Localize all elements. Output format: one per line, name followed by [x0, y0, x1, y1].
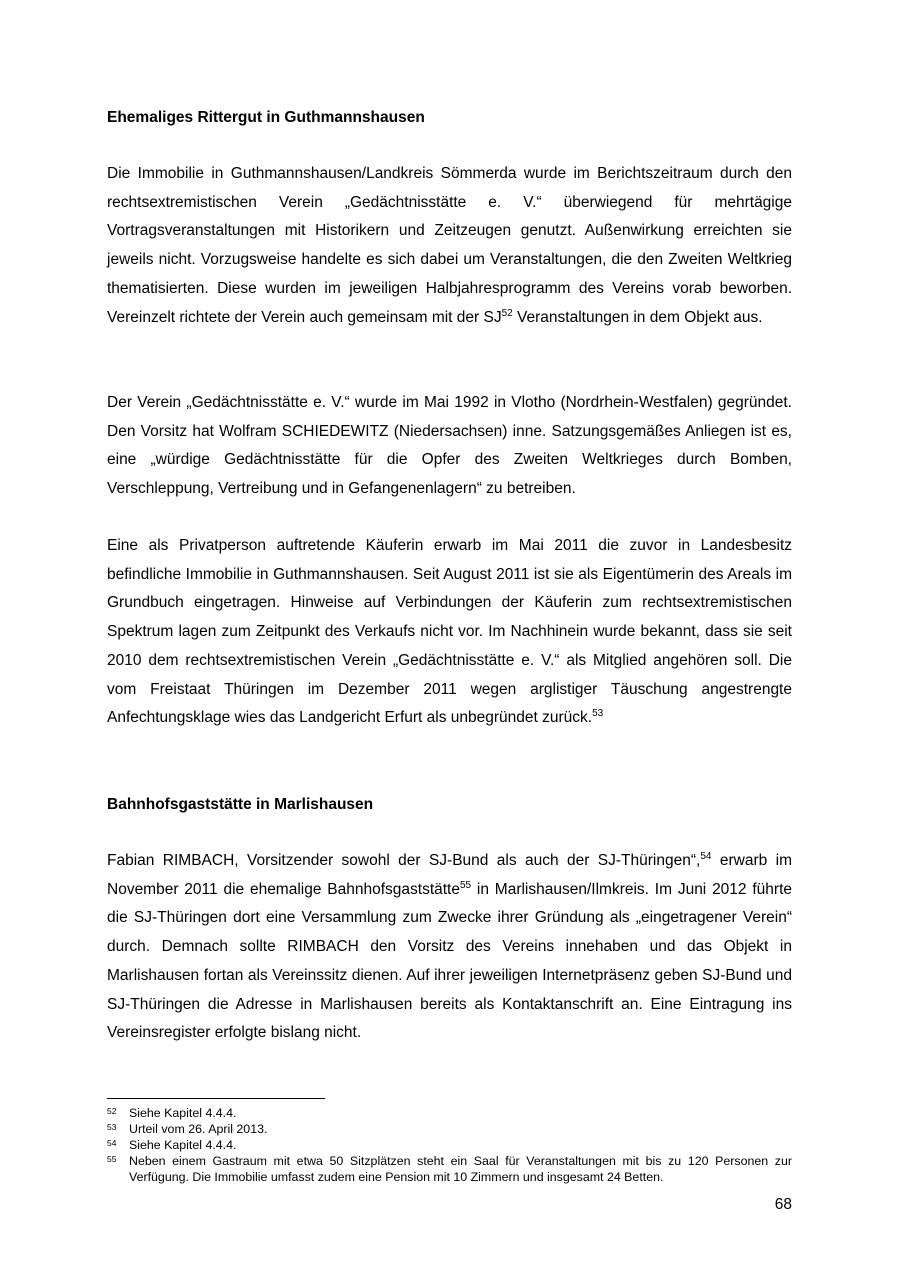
footnote-55 — [107, 1153, 792, 1185]
footnote-divider — [107, 1098, 325, 1099]
footnote-number: 54 — [107, 1138, 117, 1148]
footnote-text: Urteil vom 26. April 2013. — [129, 1122, 268, 1136]
paragraph-text: erwarb im November 2011 die ehemalige Bahnhofsgaststätte — [107, 852, 792, 898]
paragraph-bahnhof-1 — [107, 847, 792, 1048]
section-heading-rittergut: Ehemaliges Rittergut in Guthmannshausen — [107, 109, 425, 126]
footnote-ref-52[interactable]: 52 — [501, 307, 513, 319]
footnote-53 — [107, 1121, 792, 1137]
footnote-text: Neben einem Gastraum mit etwa 50 Sitzplätzen steht ein Saal für Veranstaltungen mit bis zu 120 Personen zur Verfügung. Die Immobilie umfasst zudem eine Pension mit 10 Zimmern und insgesamt 24 Betten. — [129, 1154, 792, 1184]
footnote-number: 53 — [107, 1122, 117, 1132]
footnote-52 — [107, 1105, 792, 1121]
footnote-54 — [107, 1137, 792, 1153]
footnote-ref-54[interactable]: 54 — [700, 851, 712, 862]
paragraph-rittergut-3 — [107, 532, 792, 733]
footnote-ref-53[interactable]: 53 — [592, 708, 604, 720]
paragraph-text: Veranstaltungen in dem Objekt aus. — [512, 308, 763, 326]
footnote-text: Siehe Kapitel 4.4.4. — [129, 1138, 237, 1152]
paragraph-text: Eine als Privatperson auftretende Käuferin erwarb im Mai 2011 die zuvor in Landesbesitz befindliche Immobilie in Guthmannshausen. Seit August 2011 ist sie als Eigentümerin des Areals im Grundbuch eingetragen. Hinweise auf Verbindungen der Käuferin zum rechtsextremistischen Spektrum lagen zum Zeitpunkt des Verkaufs nicht vor. Im Nachhinein wurde bekannt, dass sie seit 2010 dem rechtsextremistischen Verein „Gedächtnisstätte e. V.“ als Mitglied angehören soll. Die vom Freistaat Thüringen im Dezember 2011 wegen arglistiger Täuschung angestrengte Anfechtungsklage wies das Landgericht Erfurt als unbegründet zurück. — [107, 537, 792, 727]
footnote-number: 52 — [107, 1106, 117, 1116]
footnotes — [107, 1105, 792, 1185]
footnote-number: 55 — [107, 1154, 117, 1164]
section-heading-bahnhofsgaststaette: Bahnhofsgaststätte in Marlishausen — [107, 796, 374, 813]
paragraph-rittergut-2 — [107, 389, 792, 504]
paragraph-text: Die Immobilie in Guthmannshausen/Landkreis Sömmerda wurde im Berichtszeitraum durch den rechtsextremistischen Verein „Gedächtnisstätte e. V.“ überwiegend für mehrtägige Vortragsveranstaltungen mit Historikern und Zeitzeugen genutzt. Außenwirkung erreichten sie jeweils nicht. Vorzugsweise handelte es sich dabei um Veranstaltungen, die den Zweiten Weltkrieg thematisierten. Diese wurden im jeweiligen Halbjahresprogramm des Vereins vorab beworben. Vereinzelt richtete der Verein auch gemeinsam mit der SJ — [107, 165, 792, 326]
footnote-text: Siehe Kapitel 4.4.4. — [129, 1106, 237, 1120]
paragraph-rittergut-1 — [107, 160, 792, 332]
paragraph-text: in Marlishausen/Ilmkreis. Im Juni 2012 führte die SJ-Thüringen dort eine Versammlung zum Zwecke ihrer Gründung als „eingetragener Verein“ durch. Demnach sollte RIMBACH den Vorsitz des Vereins innehaben und das Objekt in Marlishausen fortan als Vereinssitz dienen. Auf ihrer jeweiligen Internetpräsenz geben SJ-Bund und SJ-Thüringen die Adresse in Marlishausen bereits als Kontaktanschrift an. Eine Eintragung ins Vereinsregister erfolgte bislang nicht. — [107, 880, 792, 1042]
footnote-ref-55[interactable]: 55 — [459, 879, 472, 891]
page-number: 68 — [774, 1196, 792, 1213]
paragraph-text: Der Verein „Gedächtnisstätte e. V.“ wurde im Mai 1992 in Vlotho (Nordrhein-Westfalen) gegründet. Den Vorsitz hat Wolfram SCHIEDEWITZ (Niedersachsen) inne. Satzungsgemäßes Anliegen ist es, eine „würdige Gedächtnisstätte für die Opfer des Zweiten Weltkrieges durch Bomben, Verschleppung, Vertreibung und in Gefangenenlagern“ zu betreiben. — [107, 394, 792, 498]
paragraph-text: Fabian RIMBACH, Vorsitzender sowohl der SJ-Bund als auch der SJ-Thüringen“, — [107, 852, 701, 869]
